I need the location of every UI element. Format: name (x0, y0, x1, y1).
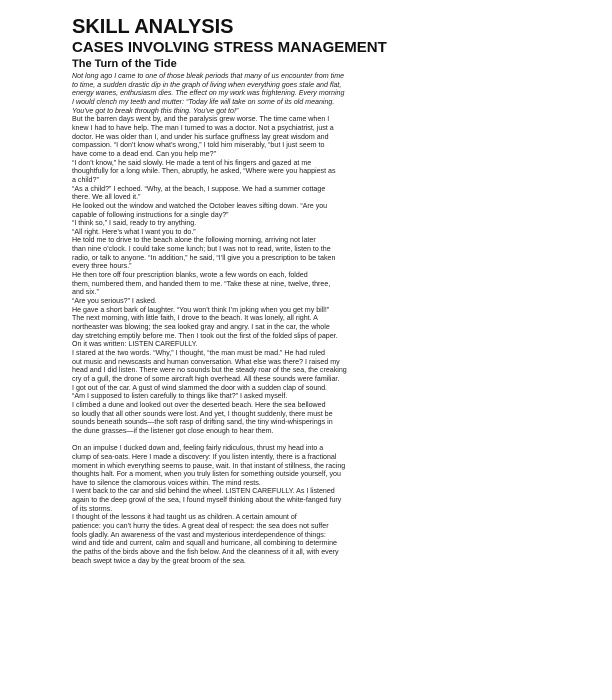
text-line: “As a child?” I echoed. “Why, at the beach, I suppose. We had a summer cottage (72, 184, 326, 193)
text-line: the dune grasses—if the listener got close enough to hear them. (72, 426, 274, 435)
text-line: them, numbered them, and handed them to me. “Take these at nine, twelve, three, (72, 279, 331, 288)
text-line: sounds beneath sounds—the soft rasp of drifting sand, the tiny wind-whisperings in (72, 418, 333, 427)
text-line: and six.” (72, 288, 99, 297)
section-subheading: CASES INVOLVING STRESS MANAGEMENT (72, 39, 387, 56)
text-line: He looked out the window and watched the October leaves sifting down. “Are you (72, 201, 328, 210)
text-line: capable of following instructions for a single day?” (72, 210, 229, 219)
text-line: moment in which everything seems to pause, wait. In that instant of stillness, the racing (72, 461, 346, 470)
text-line: day stretching emptily before me. Then I took out the first of the folded slips of paper. (72, 331, 338, 340)
text-line: knew I had to have help. The man I turned to was a doctor. Not a psychiatrist, just a (72, 123, 334, 132)
text-line: have to silence the clamorous voices within. The mind rests. (72, 478, 261, 487)
document-page (72, 16, 552, 565)
text-line: The next morning, with little faith, I drove to the beach. It was lonely, all right. A (72, 314, 318, 323)
text-line: head and I did listen. There were no sounds but the steady roar of the sea, the creaking (72, 366, 347, 375)
text-line: “I think so,” I said, ready to try anything. (72, 219, 197, 228)
text-line: a child?” (72, 175, 99, 184)
text-line: I went back to the car and slid behind the wheel. LISTEN CAREFULLY. As I listened (72, 487, 335, 496)
text-line: “I don’t know,” he said slowly. He made a tent of his fingers and gazed at me (72, 158, 312, 167)
text-line: compassion. “I don’t know what’s wrong,” I told him miserably, “but I just seem to (72, 141, 325, 150)
intro-line: energy wanes, enthusiasm dies. The effect on my work was frightening. Every morning (72, 89, 345, 98)
intro-line: to time, a sudden drastic dip in the graph of living when everything goes stale and flat, (72, 80, 342, 89)
paragraph-gap (72, 436, 552, 445)
text-line: But the barren days went by, and the paralysis grew worse. The time came when I (72, 115, 330, 124)
text-line: clump of sea-oats. Here I made a discovery: If you listen intently, there is a fractional (72, 452, 337, 461)
text-line: I thought of the lessons it had taught us as children. A certain amount of (72, 513, 297, 522)
intro-line: Not long ago I came to one of those bleak periods that many of us encounter from time (72, 72, 345, 80)
text-line: “All right. Here’s what I want you to do.” (72, 227, 196, 236)
text-line: I stared at the two words. “Why,” I thought, “the man must be mad.” He had ruled (72, 349, 325, 357)
text-line: radio, or talk to anyone. “In addition,” he said, “I’ll give you a prescription to be taken (72, 253, 336, 262)
text-line: every three hours.” (72, 262, 132, 271)
text-line: beach swept twice a day by the great broom of the sea. (72, 556, 246, 565)
text-line: have come to a dead end. Can you help me?” (72, 149, 216, 158)
text-line: “Am I supposed to listen carefully to things like that?” I asked myself. (72, 392, 288, 401)
story-body-continued (72, 444, 552, 565)
text-line: thoughts halt. For a moment, when you truly listen for something outside yourself, you (72, 470, 341, 479)
text-line: thoughtfully for a long while. Then, abruptly, he asked, “Where were you happiest as (72, 167, 336, 176)
text-line: On an impulse I ducked down and, feeling fairly ridiculous, thrust my head into a (72, 444, 324, 453)
story-body (72, 115, 552, 435)
text-line: than nine o’clock. I could take some lunch; but I was not to read, write, listen to the (72, 245, 331, 254)
text-line: out music and newscasts and human conversation. What else was there? I raised my (72, 357, 340, 366)
text-line: of its storms. (72, 504, 113, 513)
text-line: fools gladly. An awareness of the vast and mysterious interdependence of things: (72, 530, 326, 539)
text-line: patience: you can’t hurry the tides. A great deal of respect: the sea does not suffer (72, 522, 329, 531)
text-line: I got out of the car. A gust of wind slammed the door with a sudden clap of sound. (72, 383, 328, 392)
text-line: He gave a short bark of laughter. “You won’t think I’m joking when you get my bill!” (72, 305, 330, 314)
text-line: the paths of the birds above and the fish below. And the cleanness of it all, with every (72, 548, 339, 557)
text-line: northeaster was blowing; the sea looked gray and angry. I sat in the car, the whole (72, 323, 330, 332)
text-line: there. We all loved it.” (72, 193, 141, 202)
text-line: wind and tide and current, calm and squall and hurricane, all combining to determine (72, 539, 337, 548)
intro-paragraph (72, 72, 552, 115)
text-line: doctor. He was older than I, and under his surface gruffness lay great wisdom and (72, 132, 329, 141)
text-line: He then tore off four prescription blanks, wrote a few words on each, folded (72, 271, 308, 280)
text-line: “Are you serious?” I asked. (72, 297, 157, 306)
section-heading: SKILL ANALYSIS (72, 16, 234, 38)
intro-line: I would clench my teeth and mutter: “Today life will take on some of its old meaning. (72, 97, 335, 106)
text-line: cry of a gull, the drone of some aircraft high overhead. All these sounds were familiar. (72, 374, 340, 383)
text-line: I climbed a dune and looked out over the deserted beach. Here the sea bellowed (72, 400, 326, 409)
case-title: The Turn of the Tide (72, 58, 177, 70)
text-line: He told me to drive to the beach alone the following morning, arriving not later (72, 236, 316, 245)
intro-line: You’ve got to break through this thing. You’ve got to!” (72, 106, 239, 115)
text-line: On it was written: LISTEN CAREFULLY. (72, 340, 198, 349)
text-line: again to the deep growl of the sea, I found myself thinking about the white-fanged fury (72, 496, 342, 505)
text-line: so loudly that all other sounds were lost. And yet, I thought suddenly, there must be (72, 409, 333, 418)
